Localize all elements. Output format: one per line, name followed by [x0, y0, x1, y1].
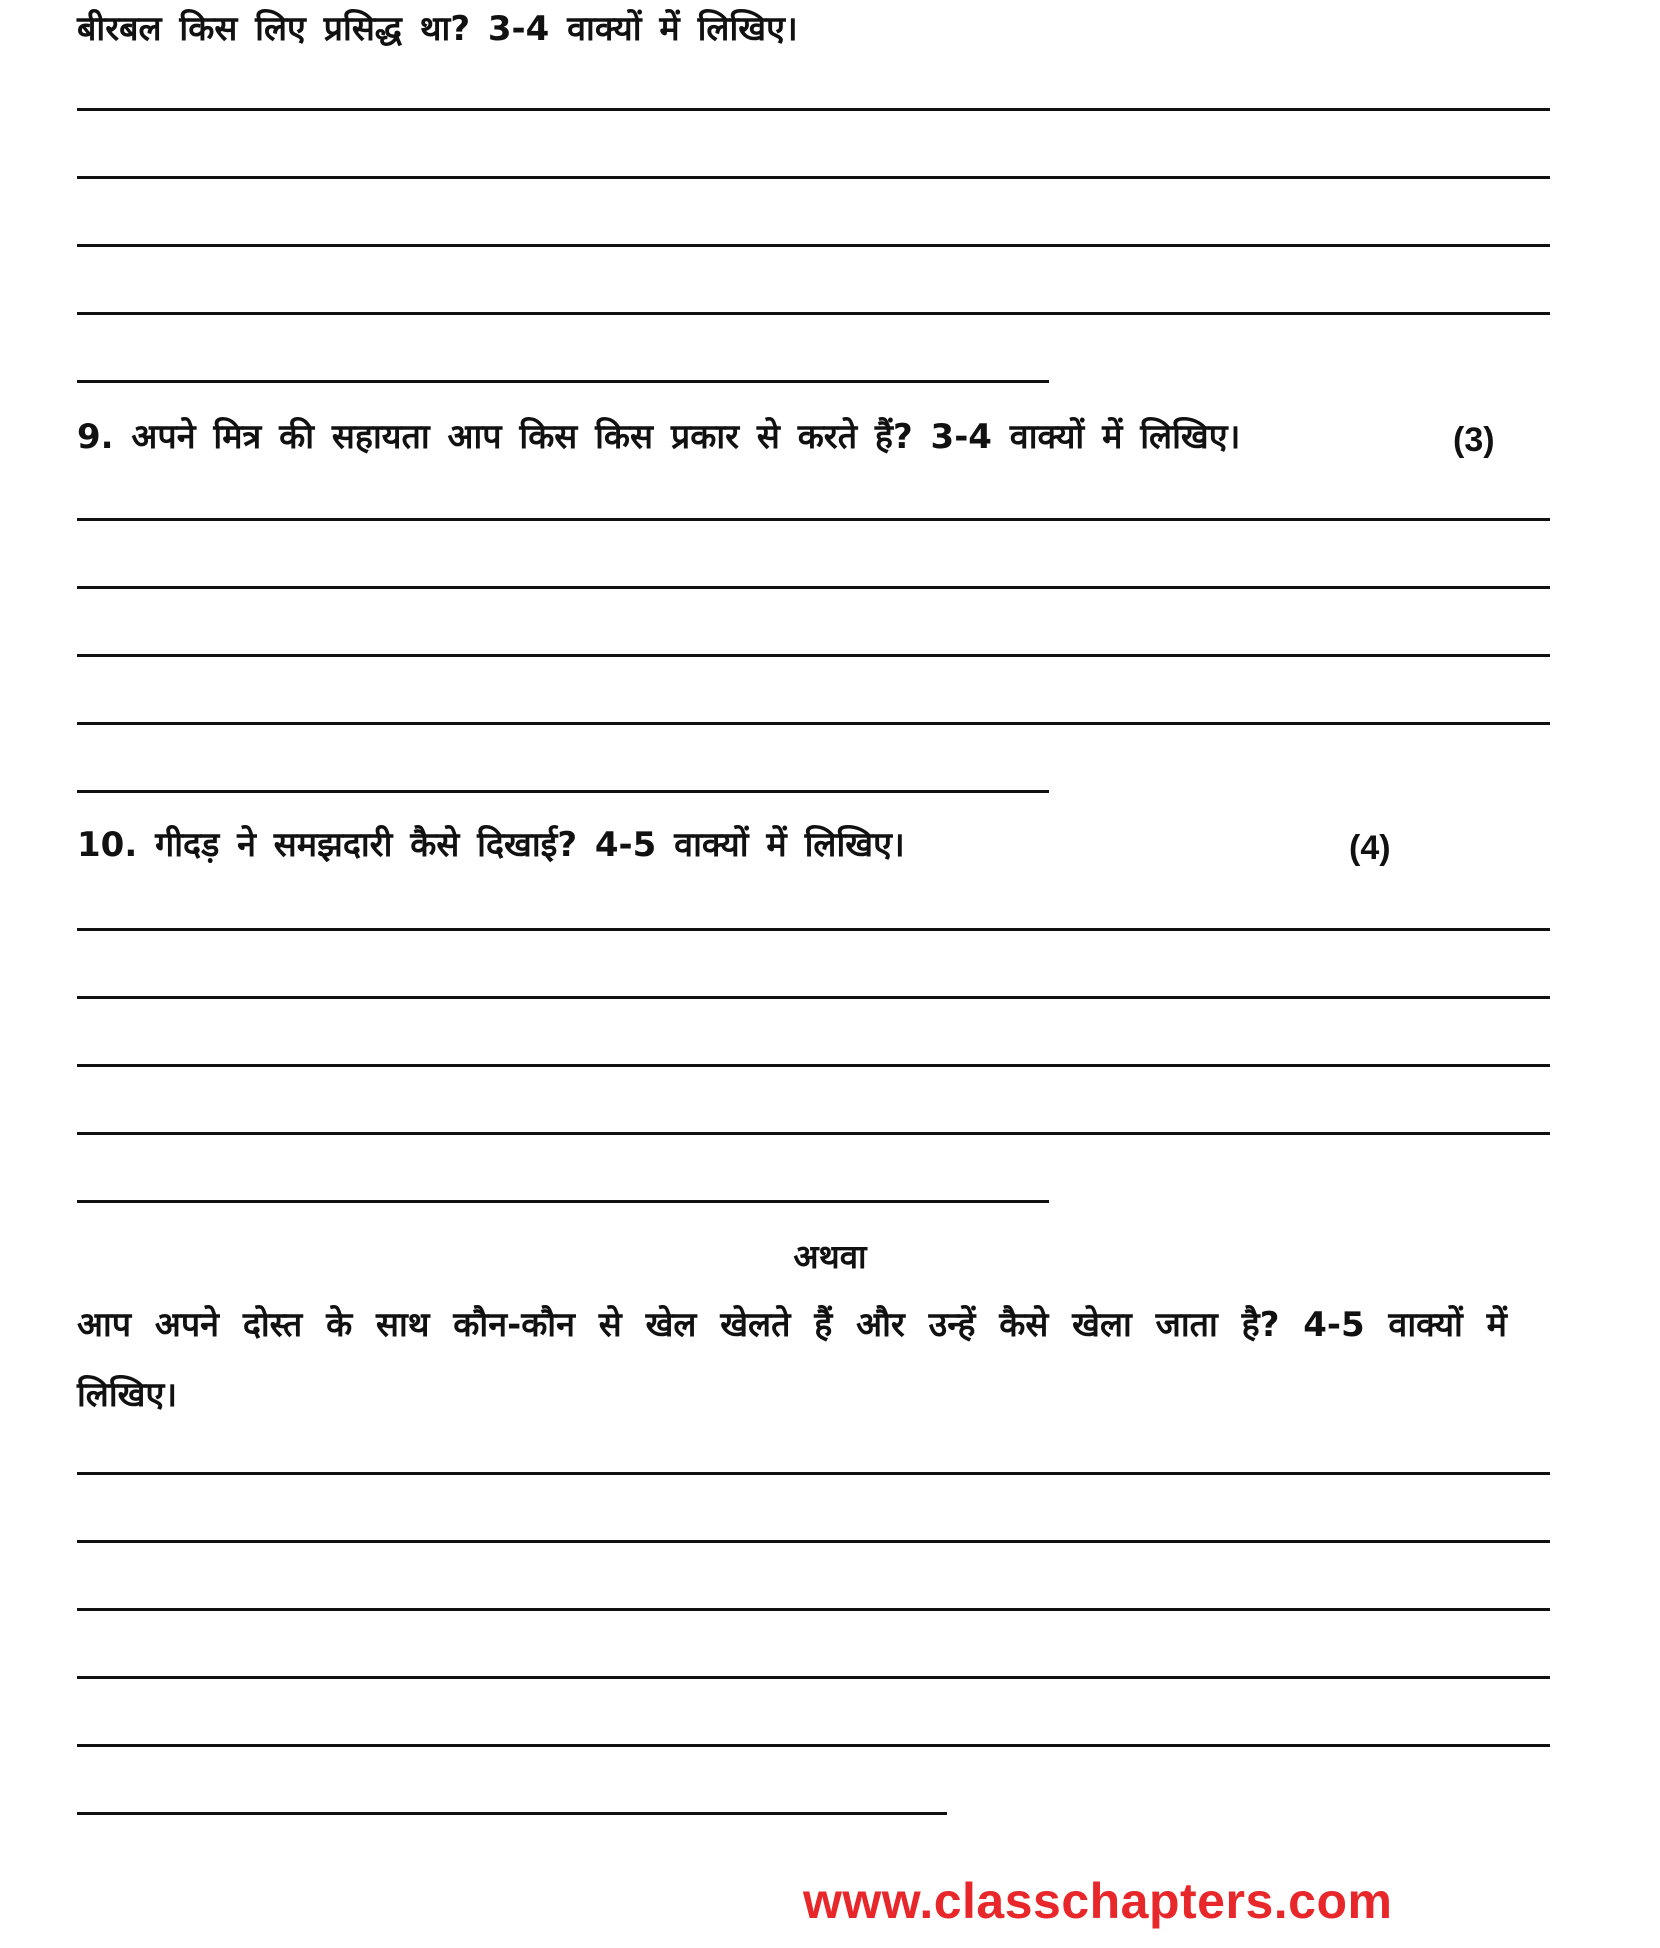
answer-line	[77, 244, 1550, 247]
answer-line	[77, 1608, 1550, 1611]
website-watermark: www.classchapters.com	[803, 1873, 1393, 1929]
answer-line	[77, 996, 1550, 999]
answer-line	[77, 654, 1550, 657]
question-9-text: 9. अपने मित्र की सहायता आप किस किस प्रकार से करते हैं? 3-4 वाक्यों में लिखिए।	[77, 417, 1241, 457]
answer-line	[77, 722, 1550, 725]
answer-line	[77, 1200, 1049, 1203]
answer-line	[77, 928, 1550, 931]
answer-line	[77, 1132, 1550, 1135]
question-10-text: 10. गीदड़ ने समझदारी कैसे दिखाई? 4-5 वाक्यों में लिखिए।	[77, 825, 905, 865]
answer-line	[77, 1540, 1550, 1543]
answer-line	[77, 1676, 1550, 1679]
answer-line	[77, 312, 1550, 315]
or-label: अथवा	[793, 1237, 867, 1276]
question-8-text: बीरबल किस लिए प्रसिद्ध था? 3-4 वाक्यों में लिखिए।	[77, 9, 798, 49]
answer-line	[77, 790, 1049, 793]
answer-line	[77, 380, 1049, 383]
answer-line	[77, 108, 1550, 111]
answer-line	[77, 176, 1550, 179]
question-9-marks: (3)	[1453, 421, 1495, 459]
answer-line	[77, 1812, 947, 1815]
alternative-question-text: आप अपने दोस्त के साथ कौन-कौन से खेल खेलते हैं और उन्हें कैसे खेला जाता है? 4-5 वाक्यों में लिखिए।	[77, 1305, 1507, 1415]
answer-line	[77, 518, 1550, 521]
answer-line	[77, 1744, 1550, 1747]
answer-line	[77, 586, 1550, 589]
answer-line	[77, 1472, 1550, 1475]
answer-line	[77, 1064, 1550, 1067]
question-10-marks: (4)	[1349, 829, 1391, 867]
